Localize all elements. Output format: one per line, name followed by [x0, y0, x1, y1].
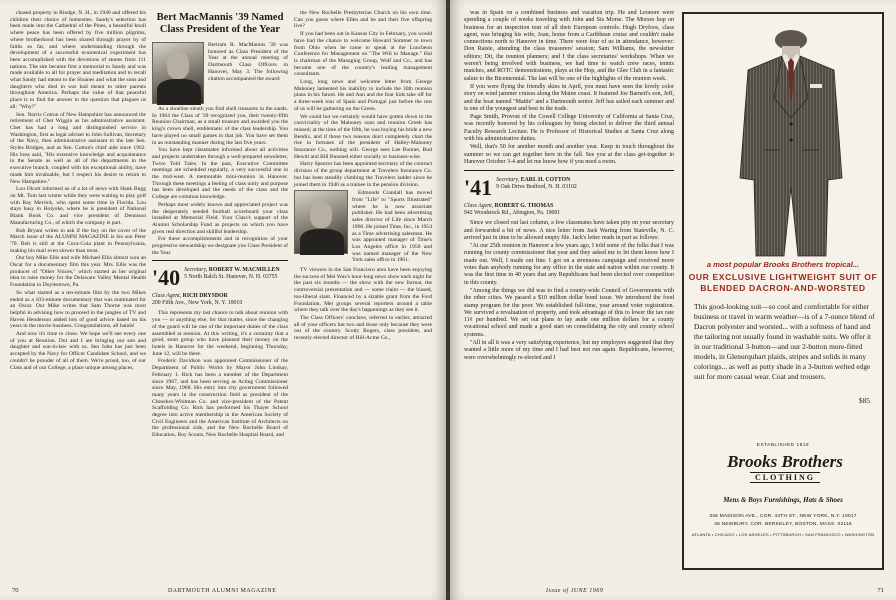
right-page: [450, 0, 896, 600]
class-41-agent-role: Class Agent,: [464, 203, 494, 210]
paragraph: Well, that's 50 for another month and another year. Keep in touch throughout the summer so we can get together here in the fall. See you at the class get-together in Hanover October 3-4 and let me know how if you need a room.: [464, 144, 674, 165]
brooks-brothers-logo: [700, 450, 870, 488]
logo-text: Brooks Brothers: [727, 452, 843, 471]
left-col1-text: [10, 10, 146, 371]
class-40-secretary-address: 5 North Balch St. Hanover, N. H. 03755: [184, 274, 278, 281]
class-41-body: [464, 220, 674, 362]
class-40-agent-name: RICH DRYSDOR: [182, 293, 228, 300]
paragraph: "Among the things we did was to find a county-wide Council of Governments with the other cities. We passed a $10 million dollar bond issue. We introduced the food stamp program for the poor. We established full-time, year around voter registration. We survived a revaluation of property, and took advantage of this to lower the tax rate 11¢ per hundred. We set out plans to lay aside one million dollars for a county vocational school and made a good start on consolidating the city and county school systems.: [464, 287, 674, 338]
paragraph: And now it's time to close. We hope we'll see every one of you at Reunion. Dot and I are bringing our son and daughter and son-in-law with us. Sen John has just been accepted by the Navy for Officer Candidate School, and we couldn't be prouder of all of them. We're proud, too, of our Class and of our College, a place unique among places.: [10, 331, 146, 371]
logo-clothing: CLOTHING: [750, 472, 820, 483]
bert-macmannis-photo: [152, 42, 204, 104]
class-year-40: '40: [152, 265, 181, 291]
article-headline: Bert MacMannis '39 Named Class President of the Year: [156, 12, 284, 35]
paragraph: We could but we certainly would have gotten down to the conviviality of the Mahoney sons and reunion Greek has missed; at the time of the fifth, he was buying his bride a new Bendix, and if those two reasons don't completely chart the rise in fortunes of the president of Halley-Mahoney Insurance Co., nothing will. George sees Lee Bonnet, Bud Hewitt and Bill Bunsted either socially or business-wise.: [294, 113, 432, 160]
class-41-agent: [464, 203, 674, 217]
left-column-1: [10, 10, 146, 372]
ad-established: ESTABLISHED 1818: [756, 442, 810, 447]
left-page: [0, 0, 446, 600]
paragraph: This represents my last chance to talk about reunion with you — or anything else, for that matter, since the changing of the guard will be one of the important duties of the class assembled at reunion. At this writing, it's a certainty that a good, stout group who have planned their money on the hotels in Hanover for the weekend, beginning Thursday, June 12, will be there.: [152, 310, 288, 357]
paragraph: As a shoeline sleuth you find shell treasures in the sands. In 1964 the Class of '39 recognized you, their twenty-fifth Reunion Chairman, as a small treasure and awarded you the king's crown shell, emblematic of the class leadership. You have played no small games in that job. You have set them in an outstanding manner during the last five years.: [152, 106, 288, 146]
class-40-agent-address: 200 Fifth Ave., New York, N. Y. 10010: [152, 300, 243, 307]
article-intro: Bertram R. MacMannis '39 was honored as Class President of the Year at the annual meeting of Dartmouth Class Officers in Hanover, May 3. The following citation accompanied the award:: [208, 42, 288, 82]
class-41-agent-name: ROBERT G. THOMAS: [494, 203, 554, 210]
paragraph: Long, long news and welcome letter from George Mahoney lamented his inability to include the 30th reunion plans in his future. He and Ann and the four kids take off for a three-week tour of Spain and Portugal just before the rest of us will be gathering on the Green.: [294, 79, 432, 112]
ad-furnishings: Mens & Boys Furnishings, Hats & Shoes: [723, 496, 843, 504]
paragraph: If you had been out in Kansas City in February, you would have had the chance to welcome Howard Sommer to town from Ohio when he came to speak at the Luncheon Conference for Management on "The Will to Manage." Hal is chairman of the Managing Group, Wolf and Co., and has become one of the country's leading management consultants.: [294, 31, 432, 78]
class-41-secretary-name: EARL H. COTTON: [520, 177, 571, 184]
brooks-brothers-ad: [682, 12, 884, 570]
ad-cities: ATLANTA • CHICAGO • LOS ANGELES • PITTSBURGH • SAN FRANCISCO • WASHINGTON: [691, 532, 875, 537]
suit-illustration: [726, 28, 856, 258]
paragraph: Perhaps most widely known and appreciated project was the desperately needed football scoreboard your class installed at Memorial Field. Your Class's support of the Alumni Scholarship Fund as projects on which you have given real direction and skillful leadership.: [152, 201, 288, 235]
paragraph: Frederic Davidson was appointed Commissioner of the Department of Public Works by Mayor John Lindsay, February 1. Rick has been a member of the Department since 1967, and has been serving as Acting Commissioner since May, 1968. His entry into city government followed many years in the construction field as president of the Chesebro-Whitman Co. and vice-president of the Patent Scaffolding Co. Rick has performed his Thayer School degree into active membership in the American Society of Civil Engineers and the American Institute of Architects on the professional side, and the New Rochelle Board of Education, Boy Scouts, New Rochelle Hospital Board, and: [152, 358, 288, 439]
paragraph: So what started as a ten-minute film by the two Mikes ended as a 103-minute documentary that was nominated for an Oscar. Our Mike writes that Sam Thorne was most helpful in advising how to proceed in the jungles of TV and Haven Henderson added lots of good advice based on his years in the movie business. Congratulations, all hands!: [10, 289, 146, 330]
right-column-1: [464, 10, 674, 363]
class-40-agent-role: Class Agent,: [152, 293, 182, 300]
paragraph: You have kept classmates informed about all activities and projects undertaken through a well-prepared newsletter, Twice Told Tales. In the past, Executive Committee meetings are scheduled regularly, a very successful one in the mid-west. A memorable mini-reunion in Hanover. Through these meetings a feeling of class unity and purpose has been developed and the needs of the class and the College are common knowledge.: [152, 147, 288, 201]
class-40-body: [152, 310, 288, 438]
paragraph: the New Rochelle Presbyterian Church on his own time. Can you guess where Ellen and he and their five offspring live?: [294, 10, 432, 30]
class-40-secretary-name: ROBERT W. MACMILLEN: [208, 267, 280, 274]
edmonds-crandall-photo: [294, 190, 348, 254]
paragraph: Sen. Norris Cotton of New Hampshire has announced the retirement of Chet Wiggin as his administrative assistant. Chet has had a long and distinguished service in Washington, first as legal adviser to John Sullivan, Secretary of the Navy, then administrative assistant to the late Sen. Styles Bridges, and as Sen. Cotton's chief aide since 1962. His boss said, "His extensive knowledge and acquaintance in the Senate as well as all of the departments in the executive branch, coupled with his exceptional ability, have made him invaluable, but I respect his desire to return to New Hampshire.": [10, 111, 146, 185]
paragraph: Harry Spencer has been appointed secretary of the contract division of the group department at Travelers Insurance Co. but has been steadily climbing the Travelers ladder since he joined them in 1946 as a trainee in the pension division.: [294, 161, 433, 188]
ad-tagline: a most popular Brooks Brothers tropical...: [706, 260, 860, 269]
paragraph: "All in all it was a very satisfying experience, but my employers suggested that they wanted a little more of my time and I had best not run again. Republicans, however, were overwhelmingly re-elected and I: [464, 339, 674, 361]
class-41-officers: [496, 177, 577, 191]
right-page-number: 71: [877, 587, 884, 594]
paragraph: For these accomplishments and in recognition of your progressive stewardship we designate you Class President of the Year.: [152, 236, 288, 256]
left-col3-text-c: [294, 267, 432, 342]
ad-price: $85: [858, 396, 870, 405]
class-41-secretary-role: Secretary,: [496, 177, 520, 184]
class-41-agent-address: 942 Woodstock Rd., Abington, Pa. 19001: [464, 210, 561, 217]
class-year-41: '41: [464, 175, 493, 201]
right-col1-text: [464, 10, 674, 166]
class-divider-41: [464, 170, 674, 171]
left-page-number: 70: [12, 587, 19, 594]
paragraph: Page Smith, Provost of the Cowell College University of California at Santa Cruz, was recently honored by his colleagues by being elected to deliver the third annual Faculty Research Lecture. He is Professor of Historical Studies at Santa Cruz along with his administrative duties.: [464, 114, 674, 143]
left-col3-text-a: [294, 10, 432, 188]
paragraph: was in Spain on a combined business and vacation trip. He and Leonore were spending a couple of weeks traveling with John and Sis Morse. The Morses hop on business for an inspection tour of all their European controls. Hugh Dryfoos, class agent, was bringing his wife, Joan, home from a Caribbean cruise and couldn't make connections north to Hanover in time. There were four of us in attendance, however: Don Raisie, attending the class treasurers' session; Sam Williams, the newsletter editors; Dit, the reunion planners; and I the class secretaries' workshops. When we weren't being involved with business, we had time to watch crew races, tennis matches, and ROTC demonstrations, plays at the Hop, and the Glee Club in a fantastic salute to the Bicentennial. The last will be one of the highlights of the reunion week.: [464, 10, 674, 82]
paragraph: If you were flying the friendly skies in April, you must have seen the lovely color story on wind jammer cruises along the Maine coast. It featured Joe Barnett's son, Jeff, and the boat named "Mattie" and a Dartmouth senior. Jeff has sailed each summer and is one of the youngest and best in the trade.: [464, 83, 674, 112]
paragraph: Edmonds Crandall has moved from "Life" to "Sports Illustrated" where he is now associate publisher. He had been advertising sales director of Life since March 1966. He joined Time, Inc., in 1954 as a Time advertising salesman. He was appointed manager of Time's Los Angeles office in 1958 and was named manager of the New York sales office in 1961.: [352, 190, 432, 264]
class-41-header: [464, 177, 674, 199]
paragraph: "At our 25th reunion in Hanover a few years ago, I told some of the folks that I was running for county commissioner that year and they asked me to let them know how I made out. Well, I made out fine. I got on a strenuous campaign and received more votes than anybody running for any office in the state and nation within our county. It was the first time in 40 years that any Republicans had been elected over competition in this county.: [464, 243, 674, 286]
class-40-secretary-role: Secretary,: [184, 267, 208, 274]
paragraph: TV viewers in the San Francisco area have been enjoying the success of Mel Wax's hour-long news show each night for the past six months — the show with the new format, the controversial presentation and — some claim — the biased, too-liberal slant. Financed by a sizable grant from the Ford Foundation, Mel groups several reporters around a table where they talk over the day's happenings as they see it.: [294, 267, 432, 314]
ad-address-ny: 346 MADISON AVE., COR. 44TH ST., NEW YORK, N.Y. 10017: [709, 514, 857, 519]
paragraph: Our boy Mike Ellis and wife Michael Ellis almost won an Oscar for a documentary film this year. Mrs. Ellis was the producer of "Other Voices," which started as her original idea to raise money for the Delaware Valley Mental Health Foundation in Doylestown, Pa.: [10, 255, 146, 289]
paragraph: Bob Bryant writes to ask if the boy on the cover of the March issue of the ALUMNI MAGAZINE is his son Peter '70. Bob is still at the Coca-Cola plant in Pennsylvania, making his mail even slower than most.: [10, 227, 146, 254]
issue-date: Issue of JUNE 1969: [546, 588, 604, 594]
paragraph: The Class Officers' conclave, referred to earlier, attracted all of your officers but two and those only because they were out of the country. Scotty Rogers, class president, and recently elected director of Hill-Acme Co.,: [294, 314, 432, 342]
left-column-2: [152, 10, 288, 440]
paragraph: Since we closed out last column, a few classmates have taken pity on your secretary and forwarded a bit of news. A nice letter from Jack Waring from Stateville, N. C. arrived just in time to be allowed empty file. Jack's letter reads in part as follows:: [464, 220, 674, 241]
ad-headline: OUR EXCLUSIVE LIGHTWEIGHT SUIT OF BLENDED DACRON-AND-WORSTED: [688, 272, 878, 293]
class-40-agent: [152, 293, 288, 307]
paragraph: chased property in Rindge, N. H., in 1940 and offered his children their choice of homesites. Sandy's selection has been made into the Cathedral of the Pines, a beautiful knoll where peace has been offered by five million pilgrims, where brotherhood has been shared through prayer by of faiths so far, and where understanding through the development of a successful ecumenical experiment has been accomplished with the devotions of stones from 111 nations. The site became first a memorial to Sandy and was made available to all for prayer and meditation and to recall what Sandy had meant to the Sloanes and what the sons and daughters who died in war had meant to other parents throughout America. Perhaps the value of that peaceful place is to find the answer to the question that plagues us all: "Why?": [10, 10, 146, 110]
left-col3-text-b: [352, 190, 432, 265]
class-divider: [152, 260, 288, 261]
class-41-secretary-address: 9 Oak Drive Bedford, N. H. 03102: [496, 184, 577, 191]
ad-address-boston: 46 NEWBURY, COR. BERKELEY, BOSTON, MASS. 02116: [714, 522, 852, 527]
left-column-3: [294, 10, 432, 343]
magazine-title: DARTMOUTH ALUMNI MAGAZINE: [168, 588, 277, 594]
ad-body: This good-looking suit—so cool and comfortable for either business or travel in warm weather—is of a 7-ounce blend of Dacron polyester and worsted... with a softness of hand and the tailoring not usually found in washable suits. We offer it in our traditional 3-button—and our 2-button more-fitted models, in Glenurquhart plaids, stripes and solids in many colorings... as well as putty shade in a 3-button welted edge suit for more casual wear. Coat and trousers.: [694, 302, 875, 381]
class-40-officers: [184, 267, 280, 281]
paragraph: Lou Olcott informed us of a lot of news with Hank Bugg on Mt. Tom last winter while they were waiting to play golf with Ray Merrick, who spent some time in Florida. Lou stays busy in Holyoke, where he is president of National Blank Book Co. and vice president of Dennison Manufacturing Co., of which the company is part.: [10, 186, 146, 226]
article-body: [152, 106, 288, 256]
class-40-header: [152, 267, 288, 289]
